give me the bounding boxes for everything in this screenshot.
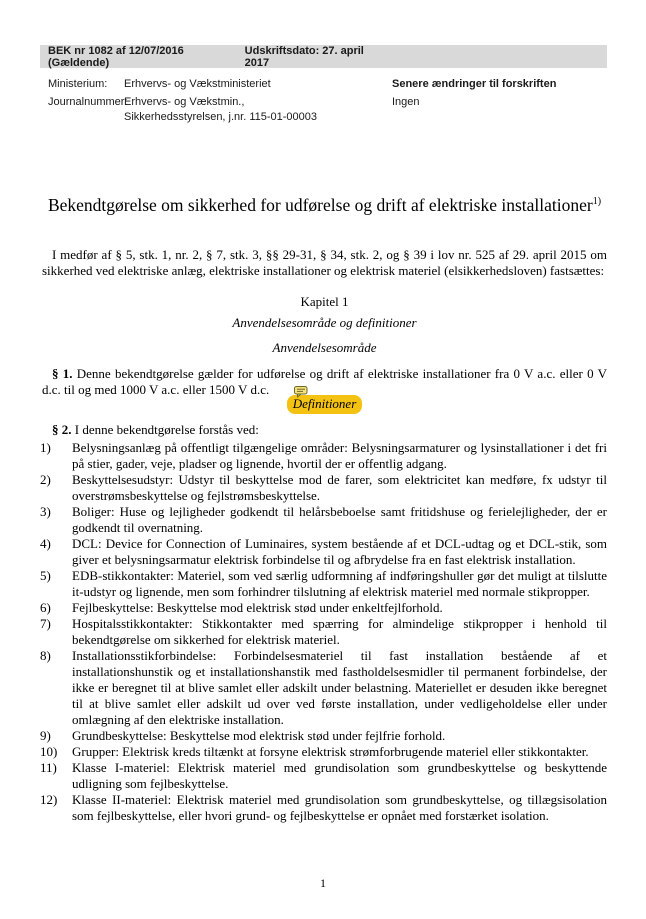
definition-item [40,504,607,536]
header-meta [40,77,607,127]
definition-text: Klasse I-materiel: Elektrisk materiel med grundisolation som grundbeskyttelse og beskyttende udligning som fejlbeskyttelse. [72,759,607,791]
paragraph-1 [42,366,607,398]
definition-text: Belysningsanlæg på offentligt tilgængelige områder: Belysningsarmaturer og lysinstallationer i det fri på stier, gader, veje, pladser og lignende, hvortil der er offentlig adgang. [72,439,607,471]
definition-text: DCL: Device for Connection of Luminaires, system bestående af et DCL-udtag og et DCL-stik, som giver et belysningsarmatur elektrisk forbindelse til og afbrydelse fra en fast elektrisk installation. [72,535,607,567]
definition-number: 5) [40,567,51,583]
intro-paragraph: I medfør af § 5, stk. 1, nr. 2, § 7, stk. 3, §§ 29-31, § 34, stk. 2, og § 39 i lov nr. 525 af 29. april 2015 om sikkerhed ved elektriske anlæg, elektriske installationer og elektrisk materiel (elsikkerhedsloven) fastsættes: [42,246,607,278]
definition-text: Grundbeskyttelse: Beskyttelse mod elektrisk stød under fejlfrie forhold. [72,727,446,743]
paragraph-2-label: § 2. [52,421,72,437]
paragraph-1-label: § 1. [52,365,73,381]
definition-item [40,616,607,648]
later-changes-value: Ingen [392,96,420,108]
paragraph-2 [42,422,607,438]
definition-number: 6) [40,599,51,615]
definition-text: Klasse II-materiel: Elektrisk materiel med grundisolation som grundbeskyttelse, og tillægsisolation som fejlbeskyttelse, eller hvori grund- og fejlbeskyttelse er opnået med forstærket isolation. [72,791,607,823]
definition-item [40,536,607,568]
print-date: Udskriftsdato: 27. april 2017 [244,44,364,69]
title-footnote-marker: 1) [592,196,602,207]
section-heading: Anvendelsesområde [272,339,377,355]
definition-item [40,568,607,600]
definition-number: 11) [40,759,57,775]
definition-number: 12) [40,791,58,807]
header-bar [40,45,607,68]
definition-number: 4) [40,535,51,551]
definition-item [40,472,607,504]
chapter-heading: Kapitel 1 [300,293,349,309]
header-meta-right [392,77,556,109]
comment-note-icon[interactable] [294,386,308,398]
document-title-text: Bekendtgørelse om sikkerhed for udførelse og drift af elektriske installationer [47,194,593,215]
document-title [42,190,607,217]
definition-number: 1) [40,439,51,455]
definition-text: Grupper: Elektrisk kreds tiltænkt at forsyne elektrisk strømforbrugende materiel eller stikkontakter. [72,743,589,759]
definition-item [40,440,607,472]
journalnummer-value-line1: Erhvervs- og Vækstmin., [124,96,245,108]
definition-item [40,760,607,792]
definition-text: Installationsstikforbindelse: Forbindelsesmateriel til fast installation bestående af et installationshunstik og et installationshanstik med fastholdelsesmidler til permanent forbindelse, der ikke er beregnet til at blive samlet eller adskilt under belastning. Materiellet er desuden ikke beregnet til at blive samlet eller adskilt ud over ved første installation, under vedligeholdelse eller under omlægning af den elektriske installation. [72,647,607,727]
later-changes-label: Senere ændringer til forskriften [392,78,557,90]
regulation-id: BEK nr 1082 af 12/07/2016 (Gældende) [48,44,184,69]
highlighted-definitions-heading[interactable]: Definitioner [287,395,363,414]
definition-item [40,744,607,760]
document-content [42,190,607,824]
paragraph-1-text: Denne bekendtgørelse gælder for udførelse og drift af elektriske installationer fra 0 V a.c. eller 0 V d.c. til og med 1000 V a.c. eller 1500 V d.c. [42,365,608,397]
definition-number: 2) [40,471,51,487]
paragraph-2-text: I denne bekendtgørelse forstås ved: [71,421,259,437]
definitions-list [40,440,607,824]
document-header [40,45,607,127]
chapter-subtitle: Anvendelsesområde og definitioner [232,314,417,330]
definition-number: 3) [40,503,51,519]
definition-number: 8) [40,647,51,663]
definition-item [40,648,607,728]
definition-text: Boliger: Huse og lejligheder godkendt til helårsbeboelse samt fritidshuse og ferielejligheder, der er godkendt til overnatning. [72,503,607,535]
ministerium-label: Ministerium: [48,78,108,90]
definition-item [40,600,607,616]
definition-text: EDB-stikkontakter: Materiel, som ved særlig udformning af indføringshuller gør det muligt at tilslutte it-udstyr og lignende, men som forhindrer tilslutning af elektrisk materiel med normale stikpropper. [72,567,607,599]
definition-item [40,792,607,824]
definition-number: 10) [40,743,58,759]
definition-number: 9) [40,727,51,743]
page-number: 1 [320,876,326,890]
definition-item [40,728,607,744]
annotation [287,395,363,414]
definition-text: Fejlbeskyttelse: Beskyttelse mod elektrisk stød under enkeltfejlforhold. [72,599,443,615]
journalnummer-label: Journalnummer: [48,96,128,108]
definition-number: 7) [40,615,51,631]
ministerium-value: Erhvervs- og Vækstministeriet [124,78,271,90]
definition-text: Hospitalsstikkontakter: Stikkontakter med spærring for almindelige stikpropper i henhold til bekendtgørelse om sikkerhed for elektrisk materiel. [72,615,607,647]
journalnummer-value-line2: Sikkerhedsstyrelsen, j.nr. 115-01-00003 [124,111,318,123]
definition-text: Beskyttelsesudstyr: Udstyr til beskyttelse mod de farer, som elektricitet kan medføre, fx udstyr til overstrømsbeskyttelse og fejlstrømsbeskyttelse. [72,471,607,503]
